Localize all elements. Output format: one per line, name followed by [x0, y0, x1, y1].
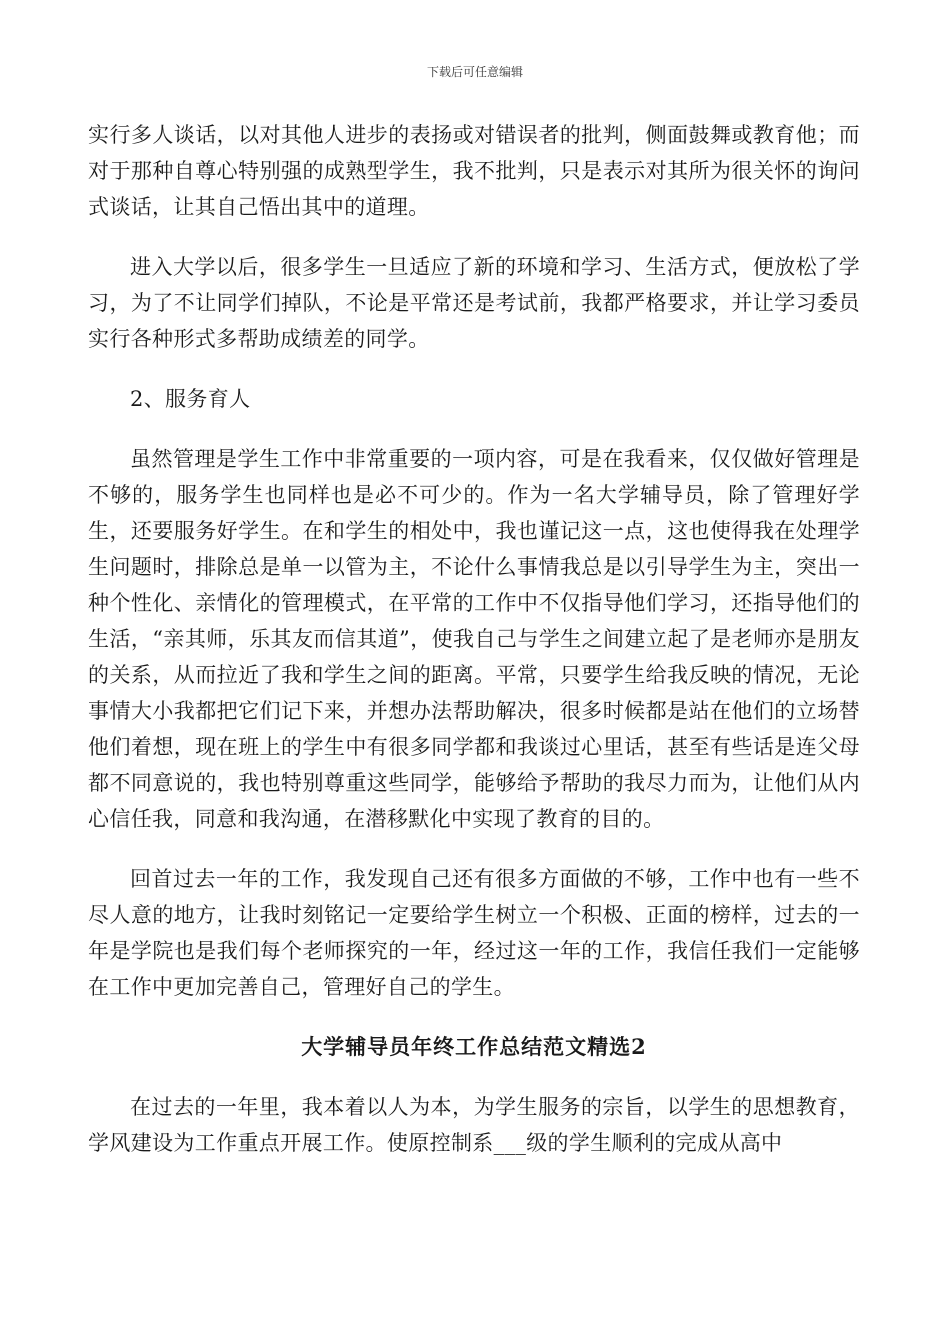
paragraph-2: 进入大学以后，很多学生一旦适应了新的环境和学习、生活方式，便放松了学习，为了不让同学们掉队，不论是平常还是考试前，我都严格要求，并让学习委员实行各种形式多帮助成绩差的同学。: [88, 255, 860, 351]
paragraph-5: 在过去的一年里，我本着以人为本，为学生服务的宗旨，以学生的思想教育，学风建设为工作重点开展工作。使原控制系___级的学生顺利的完成从高中: [88, 1095, 860, 1155]
article-title-2: 大学辅导员年终工作总结范文精选2: [301, 1034, 647, 1059]
paragraph-1: 实行多人谈话，以对其他人进步的表扬或对错误者的批判，侧面鼓舞或教育他；而对于那种自尊心特别强的成熟型学生，我不批判，只是表示对其所为很关怀的询问式谈话，让其自己悟出其中的道理。: [88, 123, 860, 219]
section-heading-service: 2、服务育人: [130, 387, 251, 411]
document-body: [88, 117, 860, 1185]
page-header: 下载后可任意编辑: [426, 65, 523, 79]
paragraph-3: 虽然管理是学生工作中非常重要的一项内容，可是在我看来，仅仅做好管理是不够的，服务学生也同样也是必不可少的。作为一名大学辅导员，除了管理好学生，还要服务好学生。在和学生的相处中，我也谨记这一点，这也使得我在处理学生问题时，排除总是单一以管为主，不论什么事情我总是以引导学生为主，突出一种个性化、亲情化的管理模式，在平常的工作中不仅指导他们学习，还指导他们的生活，“亲其师，乐其友而信其道”，使我自己与学生之间建立起了是老师亦是朋友的关系，从而拉近了我和学生之间的距离。平常，只要学生给我反映的情况，无论事情大小我都把它们记下来，并想办法帮助解决，很多时候都是站在他们的立场替他们着想，现在班上的学生中有很多同学都和我谈过心里话，甚至有些话是连父母都不同意说的，我也特别尊重这些同学，能够给予帮助的我尽力而为，让他们从内心信任我，同意和我沟通，在潜移默化中实现了教育的目的。: [88, 447, 860, 831]
paragraph-4: 回首过去一年的工作，我发现自己还有很多方面做的不够，工作中也有一些不尽人意的地方，让我时刻铭记一定要给学生树立一个积极、正面的榜样，过去的一年是学院也是我们每个老师探究的一年，经过这一年的工作，我信任我们一定能够在工作中更加完善自己，管理好自己的学生。: [88, 867, 860, 999]
